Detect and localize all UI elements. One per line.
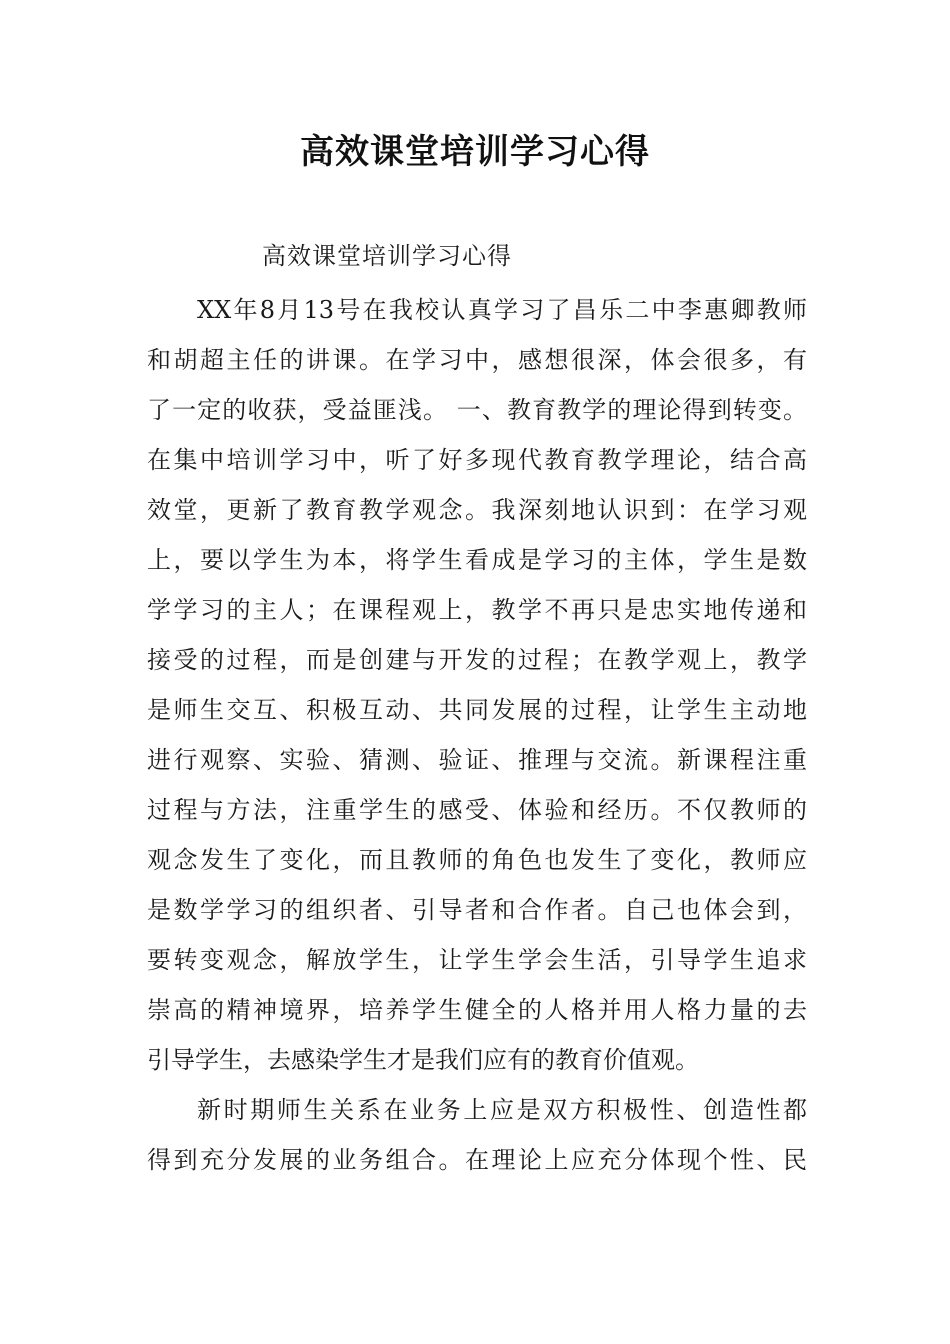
body-line-3: 了一定的收获，受益匪浅。 一、教育教学的理论得到转变。 <box>147 396 807 424</box>
body-line-2: 和胡超主任的讲课。在学习中，感想很深，体会很多，有 <box>147 346 807 374</box>
body-line-18: 得到充分发展的业务组合。在理论上应充分体现个性、民 <box>147 1146 807 1174</box>
body-line-12: 观念发生了变化，而且教师的角色也发生了变化，教师应 <box>147 846 807 874</box>
body-line-6: 上，要以学生为本，将学生看成是学习的主体，学生是数 <box>147 546 807 574</box>
body-line-7: 学学习的主人；在课程观上，教学不再只是忠实地传递和 <box>147 596 807 624</box>
body-line-14: 要转变观念，解放学生，让学生学会生活，引导学生追求 <box>147 946 807 974</box>
body-line-9: 是师生交互、积极互动、共同发展的过程，让学生主动地 <box>147 696 807 724</box>
body-line-5: 效堂，更新了教育教学观念。我深刻地认识到：在学习观 <box>147 496 807 524</box>
body-line-17: 新时期师生关系在业务上应是双方积极性、创造性都 <box>197 1096 807 1124</box>
body-line-4: 在集中培训学习中，听了好多现代教育教学理论，结合高 <box>147 446 807 474</box>
body-line-10: 进行观察、实验、猜测、验证、推理与交流。新课程注重 <box>147 746 807 774</box>
document-title: 高效课堂培训学习心得 <box>300 132 650 172</box>
body-line-15: 崇高的精神境界，培养学生健全的人格并用人格力量的去 <box>147 996 807 1024</box>
body-line-16: 引导学生，去感染学生才是我们应有的教育价值观。 <box>147 1046 699 1074</box>
body-line-1: XX年8月13号在我校认真学习了昌乐二中李惠卿教师 <box>197 296 807 324</box>
body-line-13: 是数学学习的组织者、引导者和合作者。自己也体会到， <box>147 896 807 924</box>
document-subtitle: 高效课堂培训学习心得 <box>262 242 512 270</box>
body-line-11: 过程与方法，注重学生的感受、体验和经历。不仅教师的 <box>147 796 807 824</box>
body-line-8: 接受的过程，而是创建与开发的过程；在教学观上，教学 <box>147 646 807 674</box>
